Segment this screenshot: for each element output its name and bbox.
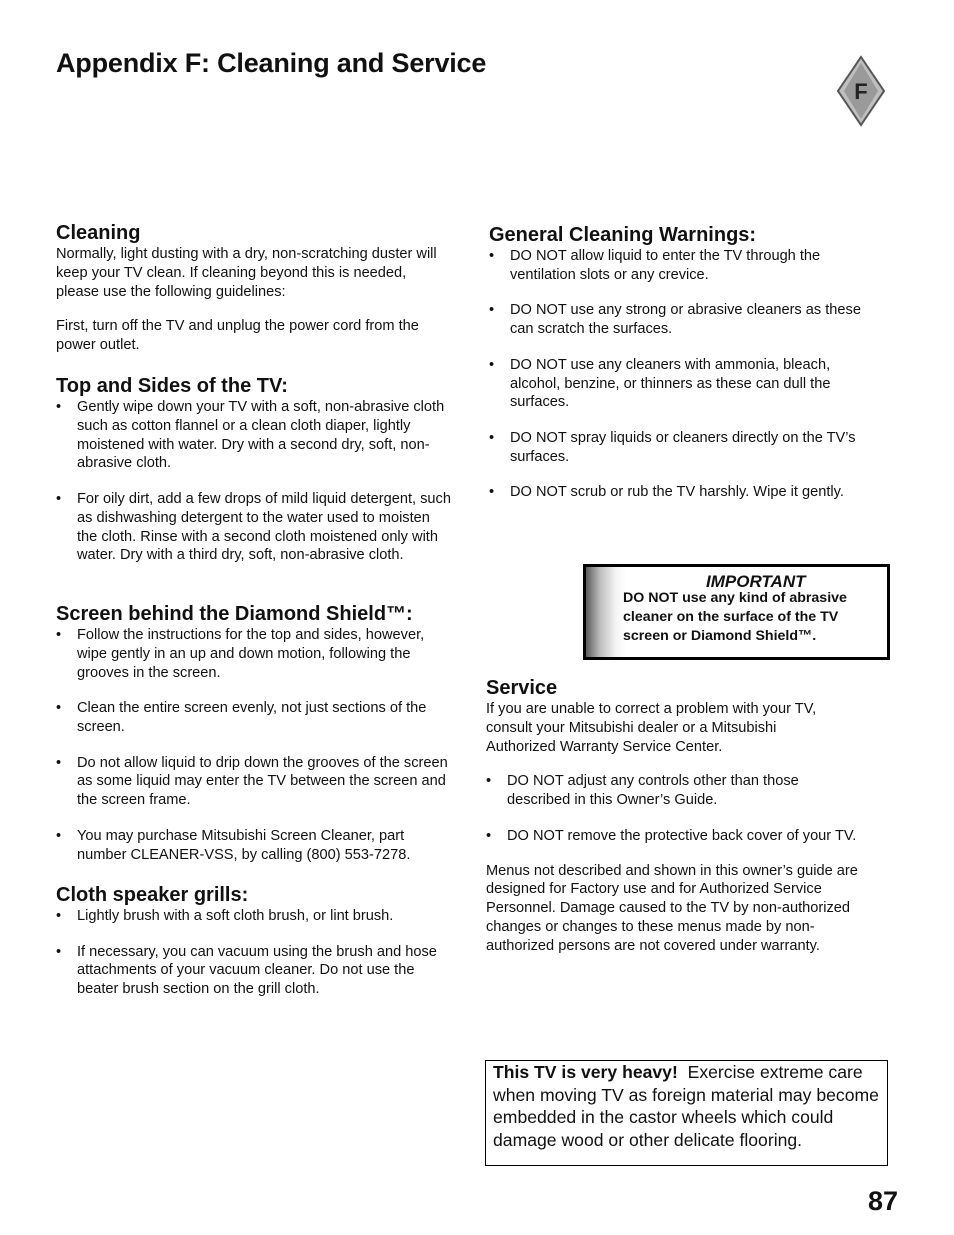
service-intro: If you are unable to correct a problem with your TV, consult your Mitsubishi dealer or a Mitsubishi Authorized Warranty Service Center. (486, 701, 817, 755)
appendix-f-tab-icon (836, 55, 886, 127)
grills-heading: Cloth speaker grills: (56, 884, 249, 906)
heavy-warning-box (485, 1060, 888, 1166)
list-item: • DO NOT spray liquids or cleaners directly on the TV’s surfaces. (489, 429, 869, 467)
cleaning-section (56, 221, 446, 355)
list-item: • DO NOT remove the protective back cover of your TV. (486, 827, 866, 846)
top-sides-heading: Top and Sides of the TV: (56, 375, 288, 397)
list-item: • DO NOT allow liquid to enter the TV through the ventilation slots or any crevice. (489, 247, 869, 285)
cleaning-heading: Cleaning (56, 222, 141, 244)
list-item: • Follow the instructions for the top and sides, however, wipe gently in an up and down motion, following the grooves in the screen. (56, 626, 451, 682)
important-text: DO NOT use any kind of abrasive cleaner on the surface of the TV screen or Diamond Shield™. (623, 590, 847, 644)
list-item: • Clean the entire screen evenly, not just sections of the screen. (56, 699, 451, 737)
list-item: • DO NOT use any cleaners with ammonia, bleach, alcohol, benzine, or thinners as these can dull the surfaces. (489, 356, 869, 412)
service-list (486, 772, 866, 845)
list-item: • Lightly brush with a soft cloth brush, or lint brush. (56, 907, 446, 926)
cleaning-unplug-note: First, turn off the TV and unplug the power cord from the power outlet. (56, 318, 419, 354)
service-section (486, 676, 874, 956)
screen-heading: Screen behind the Diamond Shield™: (56, 603, 413, 625)
screen-section (56, 602, 451, 864)
heavy-warning-bold: This TV is very heavy! (493, 1062, 678, 1082)
service-heading: Service (486, 677, 558, 699)
cleaning-intro: Normally, light dusting with a dry, non-scratching duster will keep your TV clean. If cleaning beyond this is needed, please use the following guidelines: (56, 246, 437, 300)
important-title: IMPORTANT (706, 572, 806, 591)
top-sides-section (56, 374, 451, 565)
warnings-section (489, 223, 869, 502)
list-item: • DO NOT use any strong or abrasive cleaners as these can scratch the surfaces. (489, 301, 869, 339)
screen-list (56, 626, 451, 864)
page-number: 87 (868, 1186, 899, 1216)
heavy-warning-text: Exercise extreme care when moving TV as foreign material may become embedded in the castor wheels which could damage wood or other delicate flooring. (493, 1062, 879, 1150)
service-menus-note: Menus not described and shown in this owner’s guide are designed for Factory use and for Authorized Service Personnel. Damage caused to the TV by non-authorized changes or changes to these menus made by non-authorized persons are not covered under warranty. (486, 862, 858, 954)
list-item: • Gently wipe down your TV with a soft, non-abrasive cloth such as cotton flannel or a clean cloth diaper, lightly moistened with water. Dry with a second dry, soft, non-abrasive cloth. (56, 398, 451, 473)
grills-list (56, 907, 446, 999)
warnings-heading: General Cleaning Warnings: (489, 224, 757, 246)
list-item: • DO NOT scrub or rub the TV harshly. Wipe it gently. (489, 483, 869, 502)
page-title: Appendix F: Cleaning and Service (56, 48, 487, 78)
list-item: • Do not allow liquid to drip down the grooves of the screen as some liquid may enter the TV between the screen and the screen frame. (56, 754, 451, 810)
important-notice-box (583, 564, 890, 660)
grills-section (56, 883, 446, 999)
list-item: • You may purchase Mitsubishi Screen Cleaner, part number CLEANER-VSS, by calling (800) 553-7278. (56, 827, 451, 865)
top-sides-list (56, 398, 451, 565)
tab-letter: F (854, 79, 868, 104)
list-item: • If necessary, you can vacuum using the brush and hose attachments of your vacuum cleaner. Do not use the beater brush section on the grill cloth. (56, 943, 446, 999)
list-item: • For oily dirt, add a few drops of mild liquid detergent, such as dishwashing detergent to the water used to moisten the cloth. Rinse with a second cloth moistened only with water. Dry with a third dry, soft, non-abrasive cloth. (56, 490, 451, 565)
list-item: • DO NOT adjust any controls other than those described in this Owner’s Guide. (486, 772, 866, 810)
warnings-list (489, 247, 869, 502)
